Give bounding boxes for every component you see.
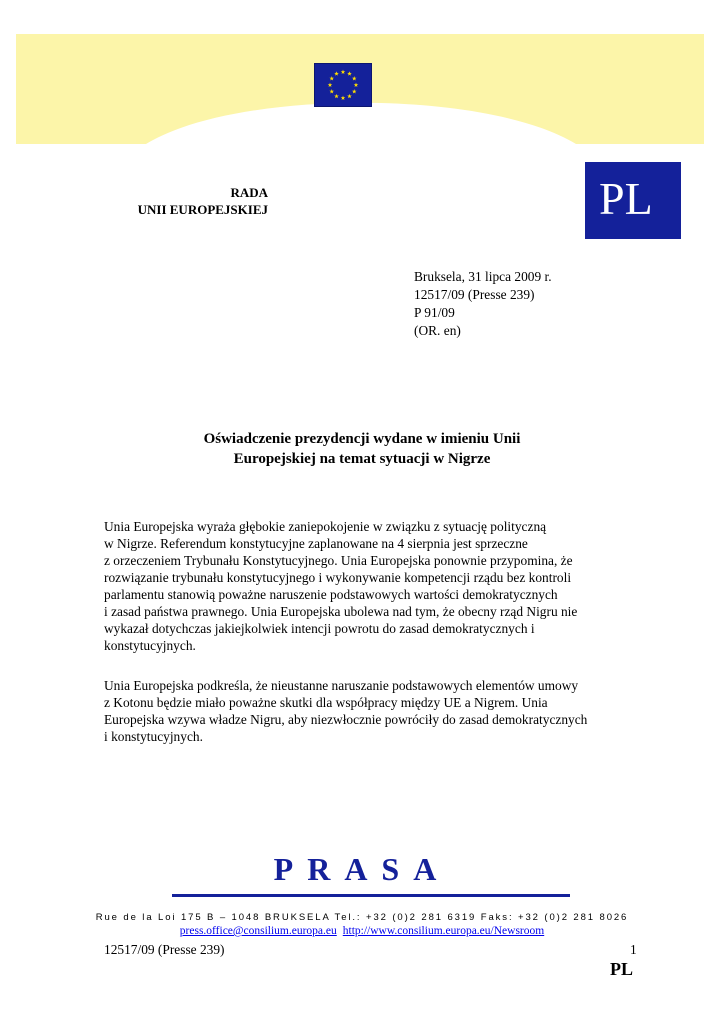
paragraph-line: w Nigrze. Referendum konstytucyjne zaplanowane na 4 sierpnia jest sprzeczne bbox=[104, 536, 528, 551]
council-name bbox=[100, 184, 268, 218]
website-link[interactable]: http://www.consilium.europa.eu/Newsroom bbox=[342, 925, 545, 937]
language-badge bbox=[585, 162, 681, 239]
paragraph-line: z Kotonu będzie miało poważne skutki dla współpracy między UE a Nigrem. Unia bbox=[104, 695, 548, 710]
contact-address: Rue de la Loi 175 B – 1048 BRUKSELA Tel.: +32 (0)2 281 6319 Faks: +32 (0)2 281 8026 bbox=[95, 912, 629, 923]
press-number: P 91/09 bbox=[414, 305, 455, 320]
eu-star-icon bbox=[329, 76, 334, 80]
council-line-1: RADA bbox=[230, 185, 268, 200]
eu-flag-icon bbox=[314, 63, 372, 107]
press-divider bbox=[172, 894, 570, 897]
paragraph-1 bbox=[104, 518, 644, 654]
paragraph-line: i konstytucyjnych. bbox=[104, 729, 203, 744]
place-date: Bruksela, 31 lipca 2009 r. bbox=[414, 269, 552, 284]
paragraph-line: parlamentu stanowią poważne naruszenie podstawowych wartości demokratycznych bbox=[104, 587, 558, 602]
paragraph-line: Europejska wzywa władze Nigru, aby niezwłocznie powróciły do zasad demokratycznych bbox=[104, 712, 588, 727]
reference-number: 12517/09 (Presse 239) bbox=[414, 287, 535, 302]
email-link[interactable]: press.office@consilium.europa.eu bbox=[179, 925, 337, 937]
paragraph-2 bbox=[104, 677, 644, 745]
title-line-2: Europejskiej na temat sytuacji w Nigrze bbox=[233, 451, 491, 467]
language-badge-label: PL bbox=[599, 173, 653, 224]
paragraph-line: i zasad państwa prawnego. Unia Europejska ubolewa nad tym, że obecny rząd Nigru nie bbox=[104, 604, 578, 619]
eu-star-icon bbox=[334, 94, 339, 98]
paragraph-line: Unia Europejska wyraża głębokie zaniepokojenie w związku z sytuację polityczną bbox=[104, 519, 547, 534]
eu-star-icon bbox=[329, 89, 334, 93]
paragraph-line: wykazał dotychczas jakiejkolwiek intencji powrotu do zasad demokratycznych i bbox=[104, 621, 535, 636]
page-number: 1 bbox=[630, 942, 637, 957]
eu-stars bbox=[315, 64, 371, 106]
paragraph-line: Unia Europejska podkreśla, że nieustanne naruszanie podstawowych elementów umowy bbox=[104, 678, 579, 693]
eu-star-icon bbox=[341, 96, 346, 100]
footer-reference: 12517/09 (Presse 239) bbox=[104, 942, 225, 957]
original-language: (OR. en) bbox=[414, 323, 461, 338]
paragraph-line: z orzeczeniem Trybunału Konstytucyjnego. Unia Europejska ponownie przypomina, że bbox=[104, 553, 573, 568]
document-meta bbox=[414, 268, 552, 340]
eu-star-icon bbox=[347, 94, 352, 98]
eu-star-icon bbox=[354, 83, 359, 87]
eu-star-icon bbox=[352, 89, 357, 93]
eu-star-icon bbox=[334, 71, 339, 75]
footer-language: PL bbox=[610, 959, 634, 979]
eu-star-icon bbox=[341, 70, 346, 74]
press-heading: PRASA bbox=[273, 851, 451, 887]
contact-links bbox=[0, 925, 724, 937]
eu-star-icon bbox=[328, 83, 333, 87]
paragraph-line: rozwiązanie trybunału konstytucyjnego i wykonywanie kompetencji rządu bez kontroli bbox=[104, 570, 572, 585]
eu-star-icon bbox=[347, 71, 352, 75]
title-line-1: Oświadczenie prezydencji wydane w imieniu Unii bbox=[203, 431, 521, 447]
document-title bbox=[150, 429, 574, 469]
eu-star-icon bbox=[352, 76, 357, 80]
council-line-2: UNII EUROPEJSKIEJ bbox=[137, 202, 268, 217]
paragraph-line: konstytucyjnych. bbox=[104, 638, 196, 653]
